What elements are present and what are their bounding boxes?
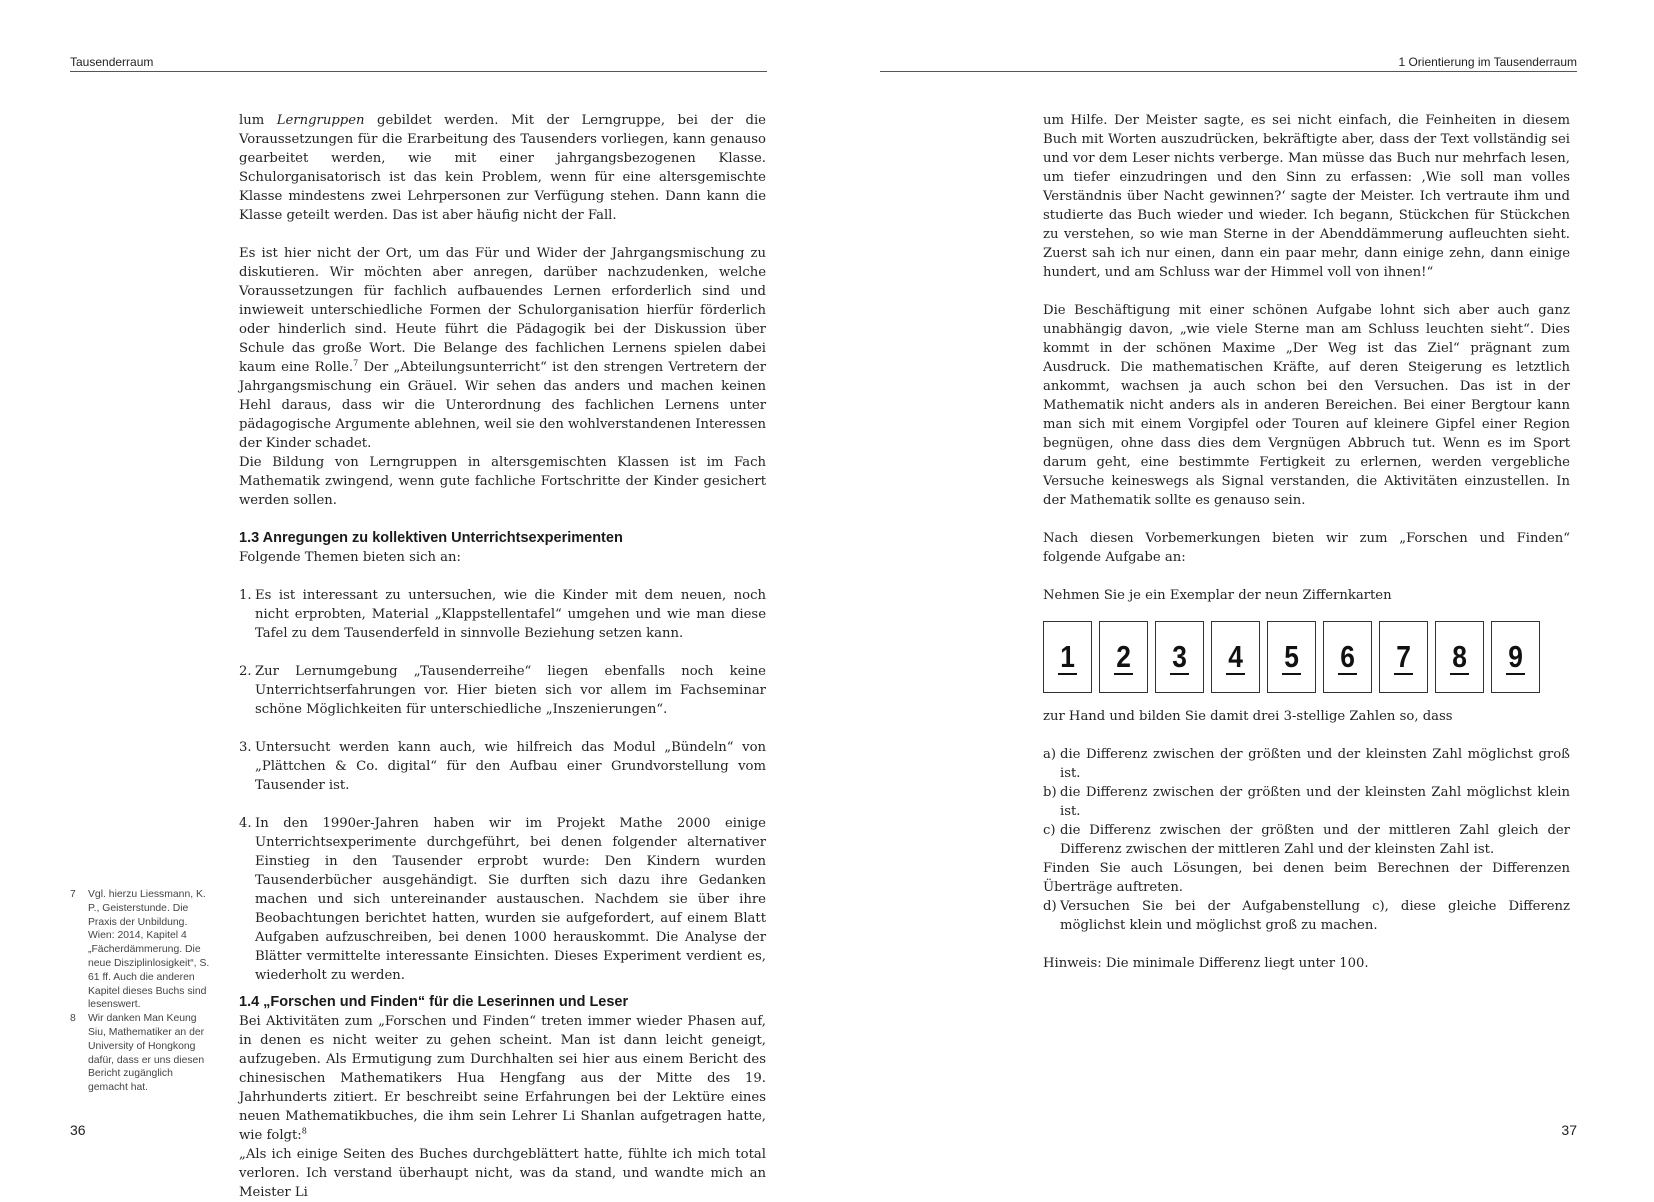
- footnote-ref-7: 7: [353, 358, 359, 368]
- running-head-right: 1 Orientierung im Tausenderraum: [1398, 55, 1577, 69]
- paragraph-text: gebildet werden. Mit der Lerngruppe, bei der die Voraussetzungen für die Erarbeitung des Tausenders vorliegen, kann genauso gearbeitet werden, wie mit einer jahrgangsbezogenen Klasse. Schulorganisatorisch ist das kein Problem, wenn für eine altersgemischte Klasse mindestens zwei Lehrpersonen zur Verfügung stehen. Dann kann die Klasse geteilt werden. Das ist aber häufig nicht der Fall.: [239, 113, 766, 223]
- digit: 5: [1284, 638, 1299, 674]
- section-heading-1-4: 1.4 „Forschen und Finden“ für die Leserinnen und Leser: [239, 994, 629, 1010]
- footnote-8: [70, 1012, 210, 1095]
- task-text: die Differenz zwischen der größten und der kleinsten Zahl möglichst klein ist.: [1060, 785, 1570, 819]
- list-item: [239, 662, 766, 719]
- digit: 1: [1060, 638, 1075, 674]
- paragraph-text: lum: [239, 113, 277, 128]
- digit: 7: [1396, 638, 1411, 674]
- task-d: [1043, 897, 1570, 935]
- digit-card: [1267, 621, 1316, 693]
- list-item: [239, 586, 766, 643]
- task-label: b): [1043, 785, 1057, 800]
- paragraph: [239, 244, 766, 453]
- task-a: [1043, 745, 1570, 783]
- header-rule-left: [70, 71, 767, 72]
- task-extra: Finden Sie auch Lösungen, bei denen beim Berechnen der Differenzen Überträge auftreten.: [1043, 861, 1570, 895]
- paragraph: um Hilfe. Der Meister sagte, es sei nicht einfach, die Feinheiten in diesem Buch mit Worten auszudrücken, bekräftigte aber, dass der Text vollständig sei und vor dem Leser nichts verberge. Man müsse das Buch nur mehrfach lesen, um tiefer einzudringen und den Sinn zu erfassen: ‚Wie soll man volles Verständnis über Nacht gewinnen?‘ sagte der Meister. Ich vertraute ihm und studierte das Buch wieder und wieder. Ich begann, Stückchen für Stückchen zu verstehen, so wie man Sterne in der Abenddämmerung aufleuchten sieht. Zuerst sah ich nur einen, dann ein paar mehr, dann einige zehn, dann einige hundert, und am Schluss war der Himmel voll von ihnen!“: [1043, 113, 1570, 280]
- digit-card: [1323, 621, 1372, 693]
- digit-card: [1435, 621, 1484, 693]
- footnotes: [70, 888, 210, 1095]
- section-heading-1-3: 1.3 Anregungen zu kollektiven Unterrichtsexperimenten: [239, 530, 623, 546]
- footnote-7: [70, 888, 210, 1012]
- digit-cards: [1043, 621, 1570, 693]
- paragraph: Nehmen Sie je ein Exemplar der neun Ziffernkarten: [1043, 588, 1392, 603]
- footnote-number: 8: [70, 1013, 76, 1025]
- section-intro: Folgende Themen bieten sich an:: [239, 550, 461, 565]
- paragraph: [239, 111, 766, 225]
- header-rule-right: [880, 71, 1577, 72]
- emphasis-text: Lerngruppen: [276, 113, 365, 128]
- right-page: [827, 0, 1654, 1170]
- list-number: 4.: [239, 816, 252, 831]
- digit: 3: [1172, 638, 1187, 674]
- paragraph: zur Hand und bilden Sie damit drei 3-stellige Zahlen so, dass: [1043, 709, 1453, 724]
- paragraph-text: Es ist hier nicht der Ort, um das Für und Wider der Jahrgangsmischung zu diskutieren. Wir möchten aber anregen, darüber nachzudenken, welche Voraussetzungen für fachlich aufbauendes Lernen erforderlich sind und inwieweit unterschiedliche Formen der Schulorganisation hierfür förderlich oder hinderlich sind. Heute führt die Pädagogik bei der Diskussion über Schule das große Wort. Die Belange des fachlichen Lernens spielen dabei kaum eine Rolle.: [239, 246, 766, 375]
- list-text: Zur Lernumgebung „Tausenderreihe“ liegen ebenfalls noch keine Unterrichtserfahrungen vor. Hier bieten sich vor allem im Fachseminar schöne Möglichkeiten für unterschiedliche „Inszenierungen“.: [255, 664, 766, 717]
- footnote-text: Wir danken Man Keung Siu, Mathematiker an der University of Hongkong dafür, dass er uns diesen Bericht zugänglich gemacht hat.: [88, 1013, 205, 1094]
- footnote-text: Vgl. hierzu Liessmann, K. P., Geisterstunde. Die Praxis der Unbildung. Wien: 2014, Kapitel 4 „Fächerdämmerung. Die neue Disziplinlosigkeit“, S. 61 ff. Auch die anderen Kapitel dieses Buchs sind lesenswert.: [88, 889, 210, 1011]
- footnote-ref-8: 8: [301, 1126, 307, 1136]
- page-number-left: 36: [70, 1122, 86, 1138]
- list-text: Untersucht werden kann auch, wie hilfreich das Modul „Bündeln“ von „Plättchen & Co. digital“ für den Aufbau einer Grundvorstellung vom Tausender ist.: [255, 740, 766, 793]
- left-page: [0, 0, 827, 1200]
- right-text-column: [1043, 111, 1570, 973]
- task-text: die Differenz zwischen der größten und der mittleren Zahl gleich der Differenz zwischen der mittleren Zahl und der kleinsten Zahl ist.: [1060, 823, 1570, 857]
- digit-card: [1099, 621, 1148, 693]
- list-text: Es ist interessant zu untersuchen, wie die Kinder mit dem neuen, noch nicht erprobten, Material „Klappstellentafel“ umgehen und wie man diese Tafel zu dem Tausenderfeld in sinnvolle Beziehung setzen kann.: [255, 588, 766, 641]
- list-text: In den 1990er-Jahren haben wir im Projekt Mathe 2000 einige Unterrichtsexperimente durchgeführt, bei denen folgender alternativer Einstieg in den Tausender erprobt wurde: Den Kindern wurden Tausenderbücher ausgehändigt. Sie durften sich dazu ihre Gedanken machen und sich untereinander austauschen. Nachdem sie über ihre Beobachtungen berichtet hatten, wurden sie aufgefordert, auf einem Blatt Aufgaben aufzuschreiben, bei denen 1000 herauskommt. Die Analyse der Blätter vermittelte interessante Einsichten. Dieses Experiment verdient es, wiederholt zu werden.: [255, 816, 766, 983]
- paragraph-text: Der „Abteilungsunterricht“ ist den strengen Vertretern der Jahrgangsmischung ein Gräuel. Wir sehen das anders und machen keinen Hehl daraus, dass wir die Unterordnung des fachlichen Lernens unter pädagogische Argumente ablehnen, weil sie den wohlverstandenen Interessen der Kinder schadet.: [239, 360, 767, 451]
- paragraph: Die Bildung von Lerngruppen in altersgemischten Klassen ist im Fach Mathematik zwingend, wenn gute fachliche Fortschritte der Kinder gesichert werden sollen.: [239, 455, 766, 508]
- running-head-left: Tausenderraum: [70, 55, 154, 69]
- task-text: Versuchen Sie bei der Aufgabenstellung c), diese gleiche Differenz möglichst klein und möglichst groß zu machen.: [1060, 899, 1570, 933]
- task-label: d): [1043, 899, 1057, 914]
- task-text: die Differenz zwischen der größten und der kleinsten Zahl möglichst groß ist.: [1060, 747, 1570, 781]
- left-text-column: [239, 111, 766, 1202]
- paragraph: „Als ich einige Seiten des Buches durchgeblättert hatte, fühlte ich mich total verloren. Ich verstand überhaupt nicht, was da stand, und wandte mich an Meister Li: [239, 1147, 766, 1200]
- list-number: 2.: [239, 664, 252, 679]
- digit: 9: [1508, 638, 1523, 674]
- paragraph-text: Bei Aktivitäten zum „Forschen und Finden“ treten immer wieder Phasen auf, in denen es nicht weiter zu gehen scheint. Man ist dann leicht geneigt, aufzugeben. Als Ermutigung zum Durchhalten sei hier aus einem Bericht des chinesischen Mathematikers Hua Hengfang aus der Mitte des 19. Jahrhunderts zitiert. Er beschreibt seine Erfahrungen bei der Lektüre eines neuen Mathematikbuches, die ihm sein Lehrer Li Shanlan aufgetragen hatte, wie folgt:: [239, 1014, 766, 1143]
- digit-card: [1379, 621, 1428, 693]
- paragraph: Nach diesen Vorbemerkungen bieten wir zum „Forschen und Finden“ folgende Aufgabe an:: [1043, 531, 1570, 565]
- footnote-number: 7: [70, 889, 76, 900]
- digit-card: [1491, 621, 1540, 693]
- hint: Hinweis: Die minimale Differenz liegt unter 100.: [1043, 956, 1369, 971]
- digit-card: [1211, 621, 1260, 693]
- digit: 4: [1228, 638, 1243, 674]
- page-number-right: 37: [1561, 1122, 1577, 1138]
- paragraph: Die Beschäftigung mit einer schönen Aufgabe lohnt sich aber auch ganz unabhängig davon, „wie viele Sterne man am Schluss leuchten sieht“. Dies kommt in der schönen Maxime „Der Weg ist das Ziel“ prägnant zum Ausdruck. Die mathematischen Kräfte, auf deren Steigerung es letztlich ankommt, wachsen ja auch schon bei den Versuchen. Das ist in der Mathematik nicht anders als in anderen Bereichen. Bei einer Bergtour kann man sich mit einem Vorgipfel oder Touren auf kleinere Gipfel einer Region begnügen, ohne dass dies dem Vergnügen Abbruch tut. Wenn es im Sport darum geht, eine bestimmte Fertigkeit zu erlernen, werden vergebliche Versuche keineswegs als Signal verstanden, die Aktivitäten einzustellen. In der Mathematik sollte es genauso sein.: [1043, 303, 1570, 508]
- list-item: [239, 814, 766, 985]
- task-label: c): [1043, 823, 1056, 838]
- list-item: [239, 738, 766, 795]
- digit-card: [1043, 621, 1092, 693]
- task-b: [1043, 783, 1570, 821]
- task-label: a): [1043, 747, 1057, 762]
- digit-card: [1155, 621, 1204, 693]
- themes-list: [239, 586, 766, 985]
- digit: 8: [1452, 638, 1467, 674]
- list-number: 1.: [239, 588, 252, 603]
- digit: 6: [1340, 638, 1355, 674]
- paragraph: [239, 1012, 766, 1145]
- list-number: 3.: [239, 740, 252, 755]
- task-c: [1043, 821, 1570, 859]
- digit: 2: [1116, 638, 1131, 674]
